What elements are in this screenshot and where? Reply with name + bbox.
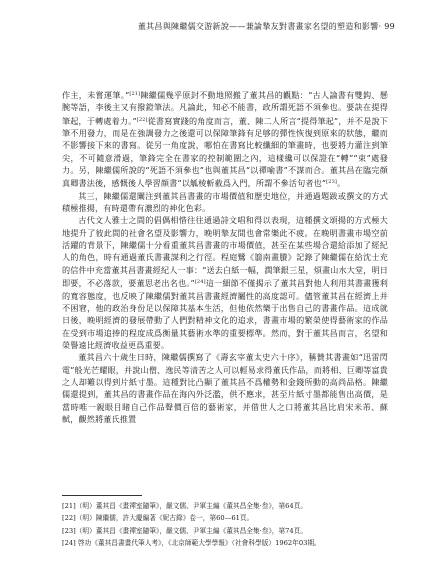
main-text <box>62 88 388 425</box>
paragraph-text: 這一細節不僅揭示了董其昌對他人利用其書畫獲利的寬容態度，也反映了陳繼儒對董其昌書畫經濟屬性的高度認可。儘管董其昌在經濟上并不困窘，他的政治身份足以保障其基本生活，但他依然樂于出售自己的書畫作品。這成就日後，晚明經濟的發展帶動了人們對精神文化的追求，書畫市場的繁榮使得藝術家的作品在受到市場追捧的程度成爲衡量其藝術水準的重要標準。然而，對于董其昌而言，名望和榮譽遠比經濟收益更爲重要。 <box>62 278 388 350</box>
paragraph-text: 從書寫實踐的角度而言，董、陳二人所言“提得筆起”，并不是說下筆不用發力，而是在強調發力之後還可以保障筆鋒有足够的彈性恢復到原來的狀態，繼而不影響接下來的書寫。從另一角度說，哪怕在書寫比較纖細的筆畫時，也要將力灌注到筆尖，不可隨意滑過，筆鋒完全在書家的控制範圍之內，這樣纔可以保證在“轉”“束”處發力。另，陳繼儒所說的“死語不須參也”也與董其昌“以禪喻書”不謀而合。董其昌在臨完顔真卿書法後，感慨後人學習顔書“以觚棱斬截爲入門，所謂不參活句者也” <box>62 115 388 189</box>
paragraph-1 <box>62 88 388 190</box>
footnote-ref-24: [24] <box>194 279 206 286</box>
paragraph-text: 董其昌六十歲生日時，陳繼儒撰寫了《壽玄宰董太史六十序》，稱贊其書畫如“迅雷閃電”般光芒耀眼，并說山僧、逸民等清苦之人可以輕易求得董氏作品，而將相、巨卿等富貴之人却難以得到片紙寸墨。這種對比凸顯了董其昌不爲權勢和金錢所動的高尚品格。陳繼儒還提到，董其昌的書畫作品在海內外泛濫，供不應求，甚至片紙寸墨都能售出高價，是當時唯一親眼目睹自己作品聲價百倍的藝術家，并借世人之口將董其昌比肩宋米芾、蘇軾，觀然將董氏推置 <box>62 352 388 424</box>
footnote-divider <box>62 495 142 496</box>
footnote-23: [23]（明）董其昌《畫禪室隨筆》，嚴文儒、尹軍主編《董其昌全集·叁》，第74頁。 <box>62 526 308 535</box>
paragraph-4 <box>62 351 388 425</box>
paragraph-text: 其三，陳繼儒還闡注到董其昌書畫的市場價值和歷史地位，并通過題跋或撰文的方式積極推揚，有時還帶有濃烈的神化色彩。 <box>62 190 388 214</box>
footnote-24: [24] 啓功《董其昌書畫代筆人考》，《北京師範大學學報》（社會科學版）1962年03期。 <box>62 539 321 548</box>
paragraph-text: 古代文人雅士之間的倡偶相惜往往通過詩文唱和得以表現，這種撰文頌揚的方式極大地提升了彼此間的社會名望及影響力，晚明摯友間也會常樂此不疲。在晚明書畫市場空前活躍的背景下，陳繼儒十分看重董其昌書畫的市場價值，甚至在某些場合還給添加了經紀人的角色，時有通過董氏書畫謀利之行徑。程庭鷺《篛南畫賸》記錄了陳繼儒在給沈士充的信件中充當董其昌書畫經紀人一事：“送去白紙一幅，潤筆銀三星，煩畫山水大堂，明日即要，不必落款，要董思老出名也。” <box>62 215 388 289</box>
paragraph-text: 作主，未嘗運筆。” <box>62 90 130 100</box>
paragraph-2 <box>62 190 388 215</box>
footnote-22: [22]（明）陳繼儒，許大慶編著《妮古錄》卷一，第60—61頁。 <box>62 514 254 523</box>
page-header <box>62 22 395 32</box>
footnote-ref-23: [23] <box>326 179 338 186</box>
footnote-21: [21]（明）董其昌《畫禪室隨筆》，嚴文儒、尹軍主編《董其昌全集·叁》，第64頁。 <box>62 502 308 510</box>
footnote-ref-22: [22] <box>136 116 148 123</box>
page-number: · 99 <box>378 22 395 31</box>
paragraph-text: 陳繼儒幾乎原封不動地照搬了董其昌的觀點：“古人論書有雙鈎、懸腕等語，李後主又有撥鐙筆法。凡論此，知必不能書，政所謂死語不須參也。要訣在提得筆起，于轉處着力。” <box>62 90 389 126</box>
footnote-ref-21: [21] <box>129 91 141 97</box>
paragraph-3 <box>62 214 388 351</box>
footnotes <box>62 500 388 550</box>
paragraph-text: 。 <box>337 178 346 189</box>
running-title: 董其昌與陳繼儒交游新說——兼論摯友對書畫家名望的塑造和影響 <box>137 22 379 31</box>
